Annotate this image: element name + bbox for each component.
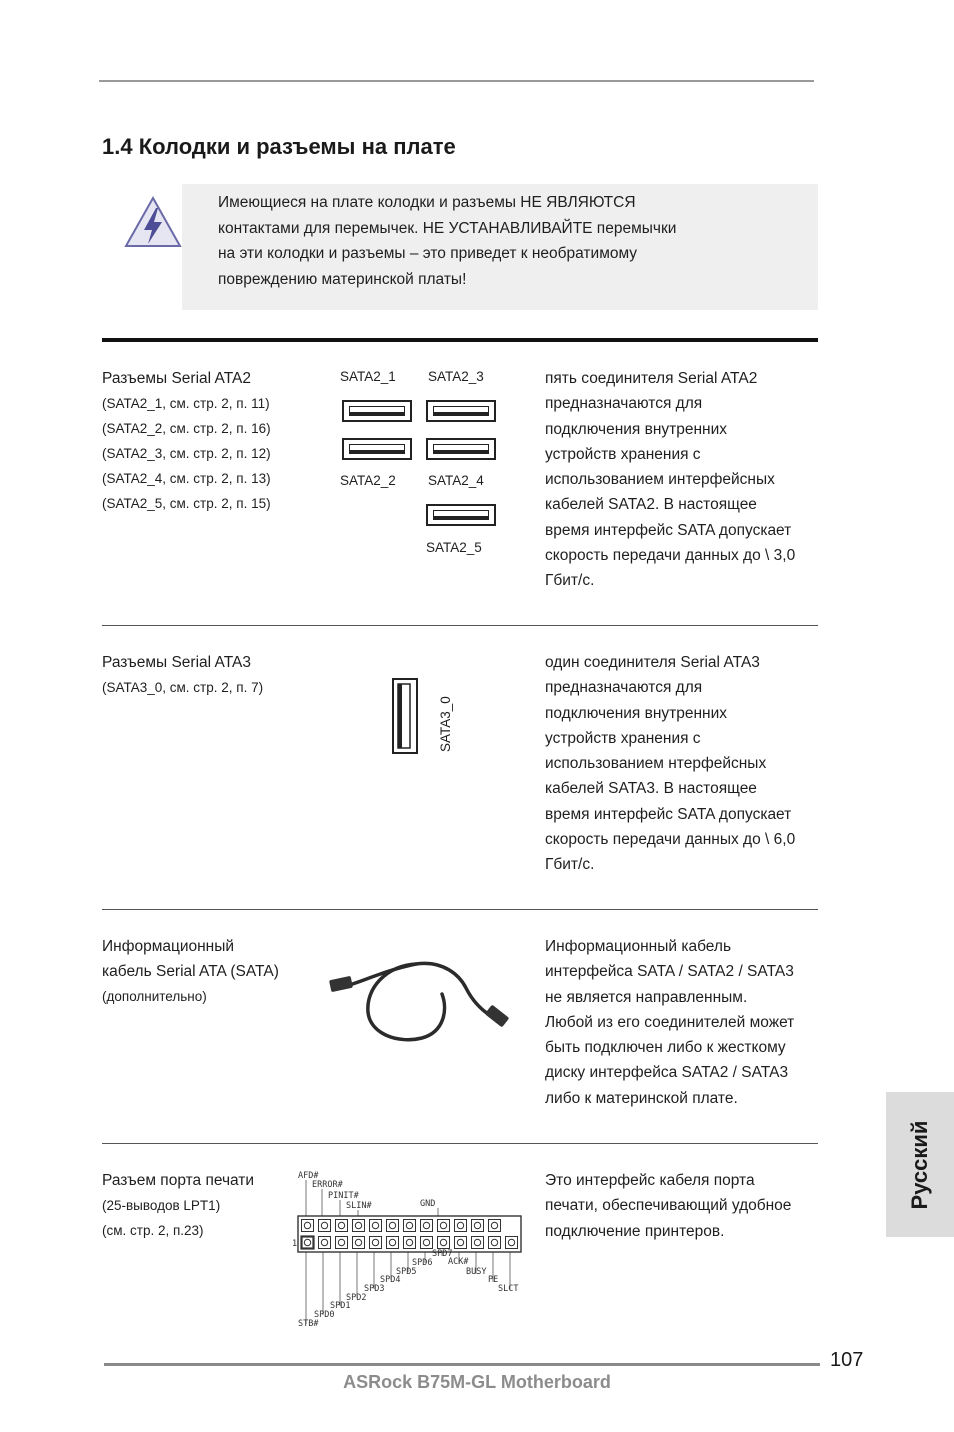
pin-label-spd1: SPD1	[330, 1301, 351, 1311]
sata3-title: Разъемы Serial ATA3	[102, 654, 251, 671]
sata2-title: Разъемы Serial ATA2	[102, 370, 251, 387]
desc-line: пять соединителя Serial ATA2	[545, 370, 758, 387]
lpt-info	[102, 1168, 302, 1243]
desc-line: скорость передачи данных до \ 6,0	[545, 831, 796, 849]
cable-info	[102, 934, 332, 1009]
sata2-ref: (SATA2_1, см. стр. 2, п. 11)	[102, 396, 270, 411]
lpt-description	[545, 1168, 823, 1244]
sata2-5-port	[426, 504, 496, 526]
desc-line: быть подключен либо к жесткому	[545, 1039, 786, 1057]
desc-line: Гбит/с.	[545, 572, 595, 590]
row-divider	[102, 625, 818, 626]
row-divider	[102, 1143, 818, 1144]
warning-line: на эти колодки и разъемы – это приведет к необратимому	[218, 245, 638, 262]
section-title: 1.4 Колодки и разъемы на плате	[102, 134, 456, 159]
lpt-header-diagram	[288, 1166, 528, 1332]
section-divider	[102, 338, 818, 342]
footer-brand: ASRock B75M-GL Motherboard	[343, 1372, 611, 1392]
sata2-2-port	[342, 438, 412, 460]
pin-label-busy: BUSY	[466, 1267, 487, 1277]
desc-line: диску интерфейса SATA2 / SATA3	[545, 1064, 789, 1082]
desc-line: скорость передачи данных до \ 3,0	[545, 547, 796, 565]
desc-line: подключения внутренних	[545, 704, 728, 722]
sata3-0-label: SATA3_0	[438, 696, 453, 752]
desc-line: Это интерфейс кабеля порта	[545, 1172, 755, 1189]
desc-line: интерфейса SATA / SATA2 / SATA3	[545, 963, 794, 981]
pin-label-spd0: SPD0	[314, 1310, 335, 1320]
sata2-info	[102, 366, 332, 516]
sata2-ref: (SATA2_4, см. стр. 2, п. 13)	[102, 471, 271, 486]
pin-label-slct: SLCT	[498, 1284, 519, 1294]
desc-line: устройств хранения с	[545, 729, 701, 747]
language-tab	[886, 1092, 954, 1237]
sata2-4-label: SATA2_4	[428, 473, 484, 488]
cable-title-line: Информационный	[102, 938, 235, 955]
warning-text	[218, 190, 798, 292]
pin-label-ack: ACK#	[448, 1257, 469, 1267]
cable-title-line: кабель Serial ATA (SATA)	[102, 963, 279, 980]
desc-line: использованием интерфейсных	[545, 471, 775, 489]
warning-line: повреждению материнской платы!	[218, 270, 467, 288]
sata3-0-port	[392, 678, 418, 754]
lpt-title: Разъем порта печати	[102, 1172, 255, 1189]
sata2-1-port	[342, 400, 412, 422]
desc-line: время интерфейс SATA допускает	[545, 521, 792, 539]
warning-box	[182, 184, 818, 310]
desc-line: Любой из его соединителей может	[545, 1013, 795, 1031]
pin-label-pinit: PINIT#	[328, 1191, 359, 1201]
cable-description	[545, 934, 823, 1111]
sata2-ref: (SATA2_3, см. стр. 2, п. 12)	[102, 446, 271, 461]
desc-line: предназначаются для	[545, 395, 703, 413]
pin-label-spd6: SPD6	[412, 1258, 433, 1268]
footer-rule	[104, 1363, 820, 1366]
page-number: 107	[830, 1349, 864, 1371]
pin-label-error: ERROR#	[312, 1180, 343, 1190]
pin-label-spd5: SPD5	[396, 1267, 417, 1277]
sata2-description	[545, 366, 823, 594]
desc-line: кабелей SATA3. В настоящее	[545, 780, 757, 798]
sata2-ref: (SATA2_5, см. стр. 2, п. 15)	[102, 496, 271, 511]
pin-label-spd4: SPD4	[380, 1275, 401, 1285]
pin-label-spd7: SPD7	[432, 1249, 453, 1259]
desc-line: не является направленным.	[545, 988, 748, 1006]
desc-line: подключения внутренних	[545, 420, 728, 438]
warning-icon	[122, 194, 184, 252]
sata2-ref: (SATA2_2, см. стр. 2, п. 16)	[102, 421, 271, 436]
desc-line: предназначаются для	[545, 679, 703, 697]
language-tab-label: Русский	[907, 1120, 932, 1209]
row-divider	[102, 909, 818, 910]
pin-label-gnd: GND	[420, 1199, 436, 1209]
pin-label-slin: SLIN#	[346, 1201, 372, 1211]
warning-line: Имеющиеся на плате колодки и разъемы НЕ ЯВЛЯЮТСЯ	[218, 194, 636, 211]
sata3-info	[102, 650, 332, 700]
pin-label-spd2: SPD2	[346, 1293, 367, 1303]
sata2-1-label: SATA2_1	[340, 369, 396, 384]
desc-line: либо к материнской плате.	[545, 1089, 738, 1107]
pin-label-afd: AFD#	[298, 1171, 319, 1181]
desc-line: печати, обеспечивающий удобное	[545, 1197, 792, 1215]
sata3-ref: (SATA3_0, см. стр. 2, п. 7)	[102, 680, 264, 695]
desc-line: один соединителя Serial ATA3	[545, 654, 760, 671]
sata2-3-port	[426, 400, 496, 422]
desc-line: Гбит/с.	[545, 856, 595, 874]
sata2-4-port	[426, 438, 496, 460]
sata-cable-illustration	[326, 958, 516, 1048]
desc-line: устройств хранения с	[545, 445, 701, 463]
top-rule	[99, 80, 814, 82]
lpt-header-frame	[298, 1216, 521, 1252]
pin-label-spd3: SPD3	[364, 1284, 385, 1294]
sata2-5-label: SATA2_5	[426, 540, 482, 555]
cable-note: (дополнительно)	[102, 989, 207, 1004]
sata2-3-label: SATA2_3	[428, 369, 484, 384]
desc-line: использованием нтерфейсных	[545, 755, 767, 773]
lpt-ref: (25-выводов LPT1)	[102, 1198, 221, 1213]
desc-line: подключение принтеров.	[545, 1222, 725, 1240]
pin-label-pe: PE	[488, 1275, 499, 1285]
sata3-description	[545, 650, 823, 878]
warning-line: контактами для перемычек. НЕ УСТАНАВЛИВАЙТЕ перемычки	[218, 219, 677, 237]
pin-one-marker: 1	[292, 1239, 298, 1249]
desc-line: кабелей SATA2. В настоящее	[545, 496, 757, 514]
pin-label-stb: STB#	[298, 1319, 319, 1329]
sata2-2-label: SATA2_2	[340, 473, 396, 488]
lpt-ref: (см. стр. 2, п.23)	[102, 1223, 204, 1238]
desc-line: время интерфейс SATA допускает	[545, 805, 792, 823]
desc-line: Информационный кабель	[545, 938, 732, 955]
